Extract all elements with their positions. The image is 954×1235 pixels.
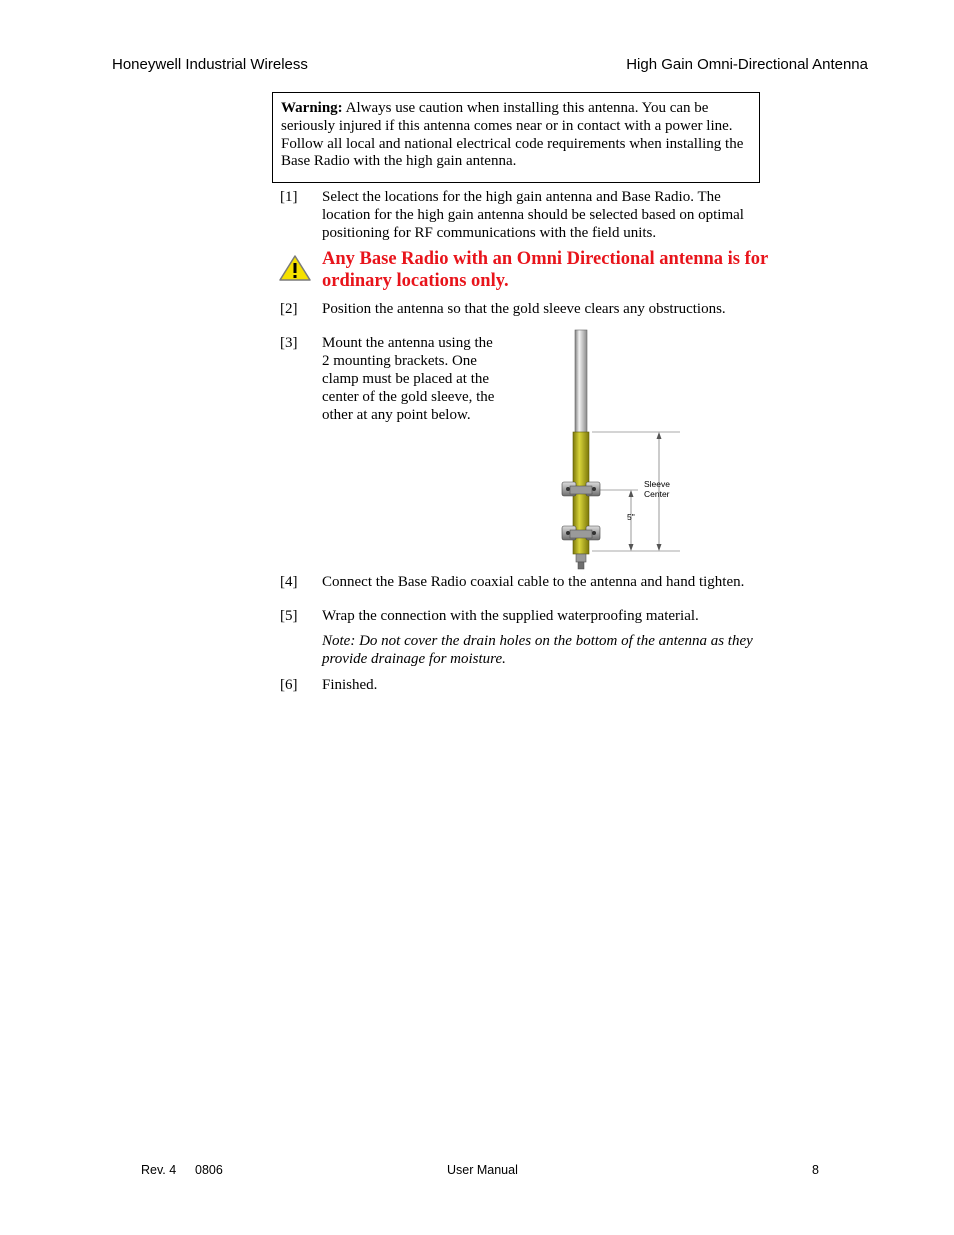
step-text-line: Connect the Base Radio coaxial cable to the antenna and hand tighten.	[322, 574, 745, 590]
caution-line: ordinary locations only.	[322, 271, 509, 291]
note-line: provide drainage for moisture.	[322, 651, 506, 667]
step-text-line: center of the gold sleeve, the	[322, 389, 495, 405]
note-line: Note: Do not cover the drain holes on the bottom of the antenna as they	[322, 633, 753, 649]
warning-text: Always use caution when installing this antenna. You can be seriously injured if this antenna comes near or in contact with a power line. Follow all local and national electrical code requirements when installing the Base Radio with the high gain antenna.	[281, 100, 744, 170]
antenna-mounting-figure	[556, 328, 686, 570]
step-text-line: Wrap the connection with the supplied waterproofing material.	[322, 608, 699, 624]
footer-rev: Rev. 4	[141, 1163, 177, 1177]
antenna-mast	[575, 330, 587, 434]
step-number: [6]	[280, 677, 298, 693]
dimension-label: 5"	[627, 512, 635, 522]
step-number: [4]	[280, 574, 298, 590]
sleeve-label: Sleeve	[644, 479, 670, 489]
caution-text	[322, 248, 792, 292]
warning-label: Warning:	[281, 100, 343, 116]
step-text-line: clamp must be placed at the	[322, 371, 490, 387]
footer-page-number: 8	[812, 1163, 819, 1177]
step-number: [1]	[280, 189, 298, 205]
step-text-line: Select the locations for the high gain antenna and Base Radio. The	[322, 189, 721, 205]
step-number: [3]	[280, 335, 298, 351]
footer-title: User Manual	[447, 1163, 518, 1177]
warning-triangle-icon	[278, 254, 312, 282]
header-right: High Gain Omni-Directional Antenna	[626, 56, 868, 73]
footer-code: 0806	[195, 1163, 223, 1177]
step-text-line: other at any point below.	[322, 407, 471, 423]
caution-line: Any Base Radio with an Omni Directional antenna is for	[322, 249, 769, 269]
step-number: [5]	[280, 608, 298, 624]
antenna-connector	[576, 554, 586, 562]
header-left: Honeywell Industrial Wireless	[112, 56, 308, 73]
step-text-line: Finished.	[322, 677, 378, 693]
step-text-line: positioning for RF communications with the field units.	[322, 225, 657, 241]
step-number: [2]	[280, 301, 298, 317]
warning-box	[272, 92, 760, 183]
step-text-line: 2 mounting brackets. One	[322, 353, 477, 369]
step-text-line: Mount the antenna using the	[322, 335, 493, 351]
step-text-line: location for the high gain antenna should be selected based on optimal	[322, 207, 744, 223]
center-label: Center	[644, 489, 670, 499]
step-text-line: Position the antenna so that the gold sleeve clears any obstructions.	[322, 301, 726, 317]
